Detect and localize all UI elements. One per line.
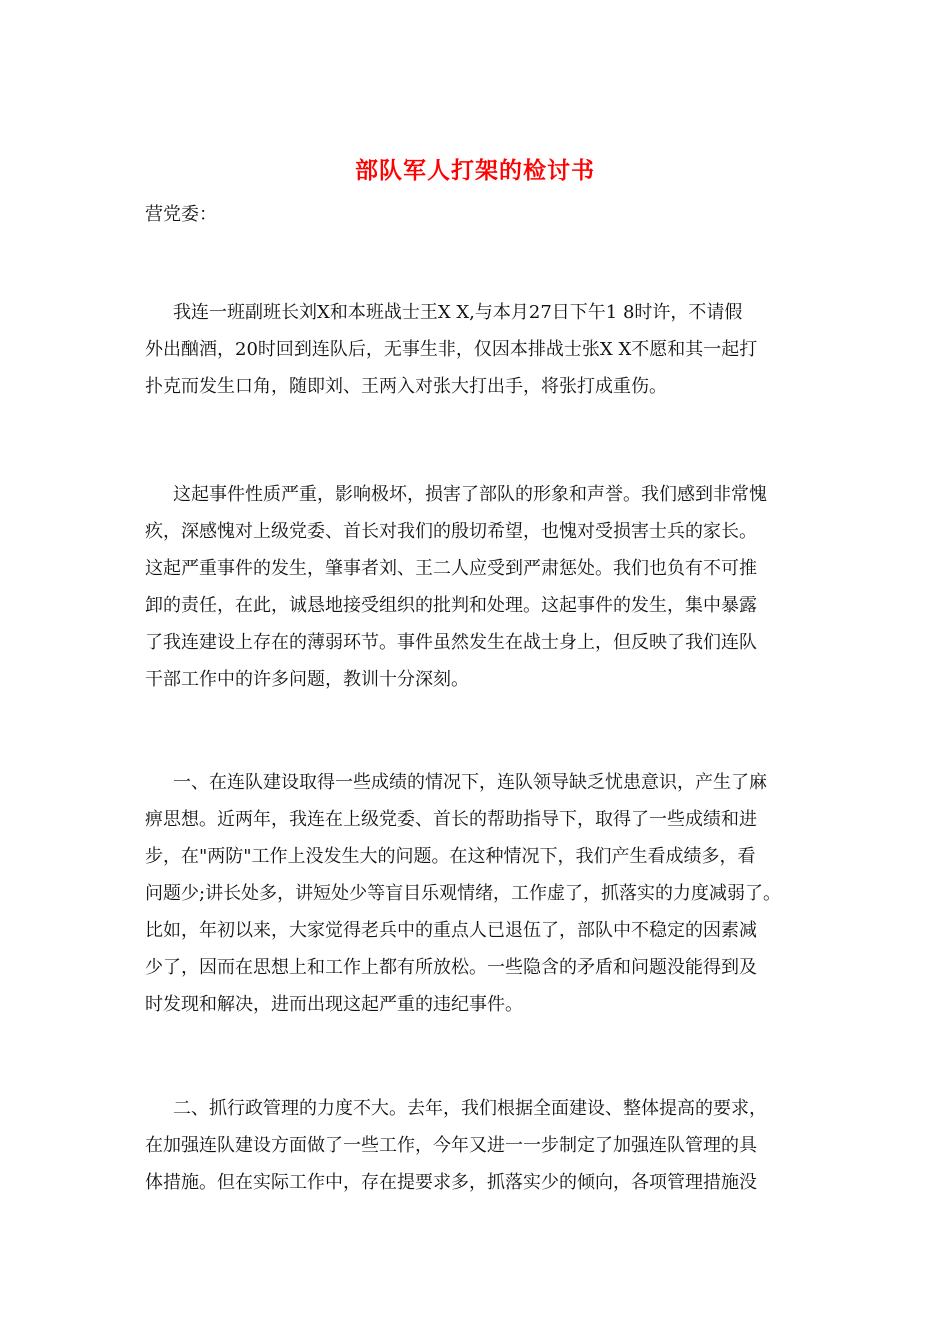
salutation: 营党委： [145,204,217,225]
paragraph-line: 了我连建设上存在的薄弱环节。事件虽然发生在战士身上，但反映了我们连队 [145,632,757,653]
paragraph-line: 这起事件性质严重，影响极坏，损害了部队的形象和声誉。我们感到非常愧 [173,484,767,505]
paragraph-line: 步，在"两防"工作上没发生大的问题。在这种情况下，我们产生看成绩多，看 [145,846,756,867]
paragraph-line: 问题少;讲长处多，讲短处少等盲目乐观情绪，工作虚了，抓落实的力度减弱了。 [145,883,782,904]
paragraph-reflection [145,476,825,698]
paragraph-line: 痹思想。近两年，我连在上级党委、首长的帮助指导下，取得了一些成绩和进 [145,809,757,830]
paragraph-line: 我连一班副班长刘X和本班战士王X X,与本月27日下午1 8时许，不请假 [173,302,743,323]
paragraph-line: 疚，深感愧对上级党委、首长对我们的殷切希望，也愧对受损害士兵的家长。 [145,521,757,542]
paragraph-incident [145,294,825,405]
paragraph-line: 时发现和解决，进而出现这起严重的违纪事件。 [145,994,523,1015]
paragraph-line: 外出酗酒，20时回到连队后，无事生非，仅因本排战士张X X不愿和其一起打 [145,339,758,360]
paragraph-line: 卸的责任，在此，诚恳地接受组织的批判和处理。这起事件的发生，集中暴露 [145,595,757,616]
paragraph-point-one [145,764,825,1023]
paragraph-point-two [145,1090,825,1201]
paragraph-line: 比如，年初以来，大家觉得老兵中的重点人已退伍了，部队中不稳定的因素减 [145,920,757,941]
paragraph-line: 体措施。但在实际工作中，存在提要求多，抓落实少的倾向，各项管理措施没 [145,1172,757,1193]
paragraph-line: 二、抓行政管理的力度不大。去年，我们根据全面建设、整体提高的要求， [173,1098,767,1119]
paragraph-line: 扑克而发生口角，随即刘、王两入对张大打出手，将张打成重伤。 [145,376,667,397]
paragraph-line: 这起严重事件的发生，肇事者刘、王二人应受到严肃惩处。我们也负有不可推 [145,558,757,579]
document-title: 部队军人打架的检讨书 [355,157,595,184]
paragraph-line: 少了，因而在思想上和工作上都有所放松。一些隐含的矛盾和问题没能得到及 [145,957,757,978]
paragraph-line: 在加强连队建设方面做了一些工作，今年又进一一步制定了加强连队管理的具 [145,1135,757,1156]
paragraph-line: 一、在连队建设取得一些成绩的情况下，连队领导缺乏忧患意识，产生了麻 [173,772,767,793]
paragraph-line: 干部工作中的许多问题，教训十分深刻。 [145,669,469,690]
